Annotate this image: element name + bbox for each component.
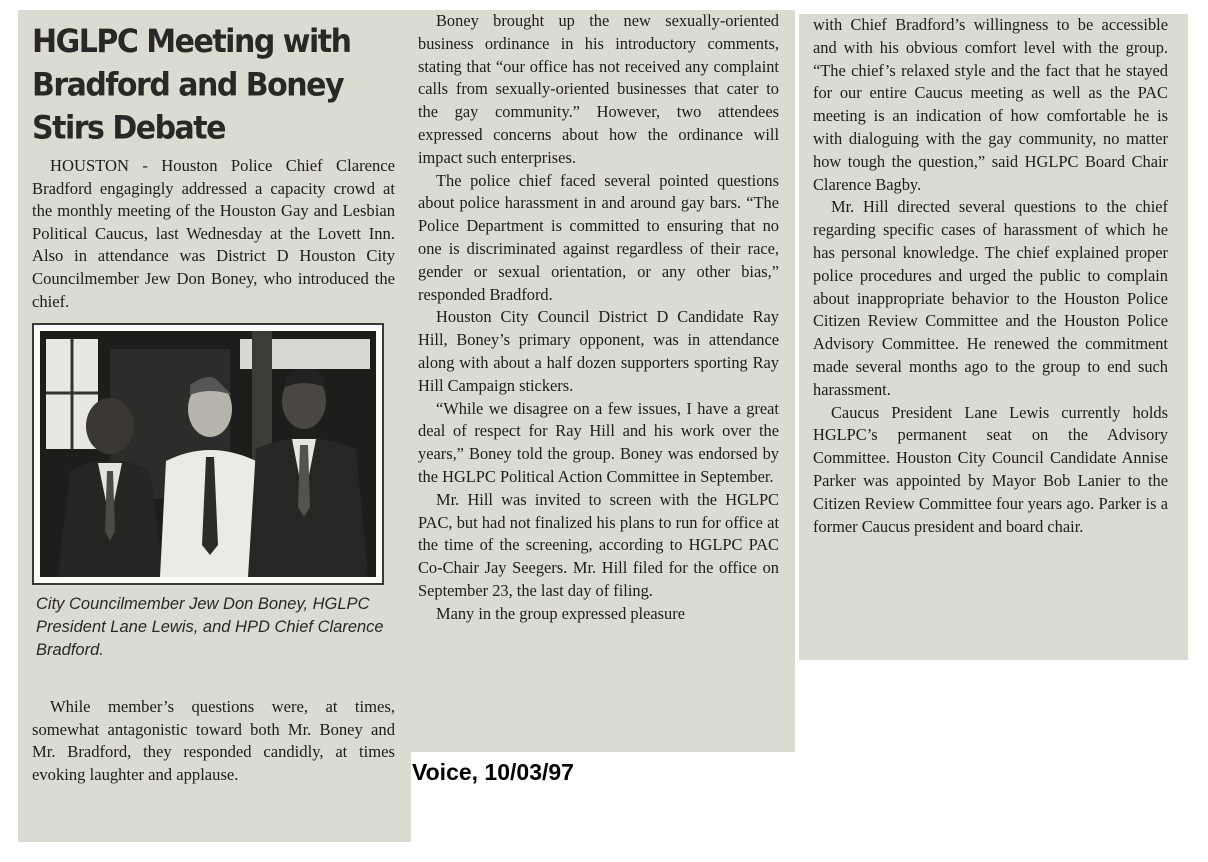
headline: HGLPC Meeting with Bradford and Boney Stirs Debate <box>32 23 351 148</box>
clipping-left-column <box>18 10 411 842</box>
paragraph: Mr. Hill was invited to screen with the HGLPC PAC, but had not finalized his plans to run for office at the time of the screening, according to HGLPC PAC Co-Chair Jay Seegers. Mr. Hill filed for the office on September 23, the last day of filing. <box>418 489 779 600</box>
article-photo <box>32 323 384 585</box>
paragraph: Mr. Hill directed several questions to the chief regarding specific cases of harassment of which he has personal knowledge. The chief explained proper police procedures and urged the public to complain about inappropriate behavior to the Houston Police Citizen Review Committee and the Houston Police Advisory Committee. He renewed the commitment made several months ago to the group to end such harassment. <box>813 197 1168 399</box>
clipping-right-column <box>799 14 1188 660</box>
paragraph: While member’s questions were, at times, somewhat antagonistic toward both Mr. Boney and Mr. Bradford, they responded candidly, at times evoking laughter and applause. <box>32 697 395 784</box>
paragraph: “While we disagree on a few issues, I have a great deal of respect for Ray Hill and his work over the years,” Boney told the group. Boney was endorsed by the HGLPC Political Action Committee in September. <box>418 398 779 486</box>
source-credit: Voice, 10/03/97 <box>412 759 574 785</box>
clipping-middle-column <box>404 10 795 752</box>
paragraph: Houston City Council District D Candidate Ray Hill, Boney’s primary opponent, was in attendance along with about a half dozen supporters sporting Ray Hill Campaign stickers. <box>418 307 779 395</box>
group-photo-image <box>40 331 376 577</box>
paragraph: Boney brought up the new sexually-oriented business ordinance in his introductory comments, stating that “our office has not received any complaint calls from sexually-oriented businesses that cater to the gay community.” However, two attendees expressed concerns about how the ordinance will impact such enterprises. <box>418 11 779 167</box>
paragraph: Many in the group expressed pleasure <box>436 603 685 623</box>
paragraph: Caucus President Lane Lewis currently holds HGLPC’s permanent seat on the Advisory Committee. Houston City Council Candidate Annise Parker was appointed by Mayor Bob Lanier to the Citizen Review Committee four years ago. Parker is a former Caucus president and board chair. <box>813 402 1168 536</box>
paragraph: with Chief Bradford’s willingness to be accessible and with his obvious comfort level with the group. “The chief’s relaxed style and the fact that he stayed for our entire Caucus meeting as well as the PAC meeting is an indication of how comfortable he is with dialoguing with the gay community, no matter how tough the question,” said HGLPC Board Chair Clarence Bagby. <box>813 15 1168 194</box>
lead-paragraph: HOUSTON - Houston Police Chief Clarence Bradford engagingly addressed a capacity crowd at the monthly meeting of the Houston Gay and Lesbian Political Caucus, last Wednesday at the Lovett Inn. Also in attendance was District D Houston City Councilmember Jew Don Boney, who introduced the chief. <box>32 156 395 311</box>
paragraph: The police chief faced several pointed questions about police harassment in and around gay bars. “The Police Department is committed to ensuring that no one is discriminated against regardless of their race, gender or sexual orientation, or any other bias,” responded Bradford. <box>418 170 779 304</box>
photo-caption: City Councilmember Jew Don Boney, HGLPC President Lane Lewis, and HPD Chief Clarence Bradford. <box>36 595 384 660</box>
